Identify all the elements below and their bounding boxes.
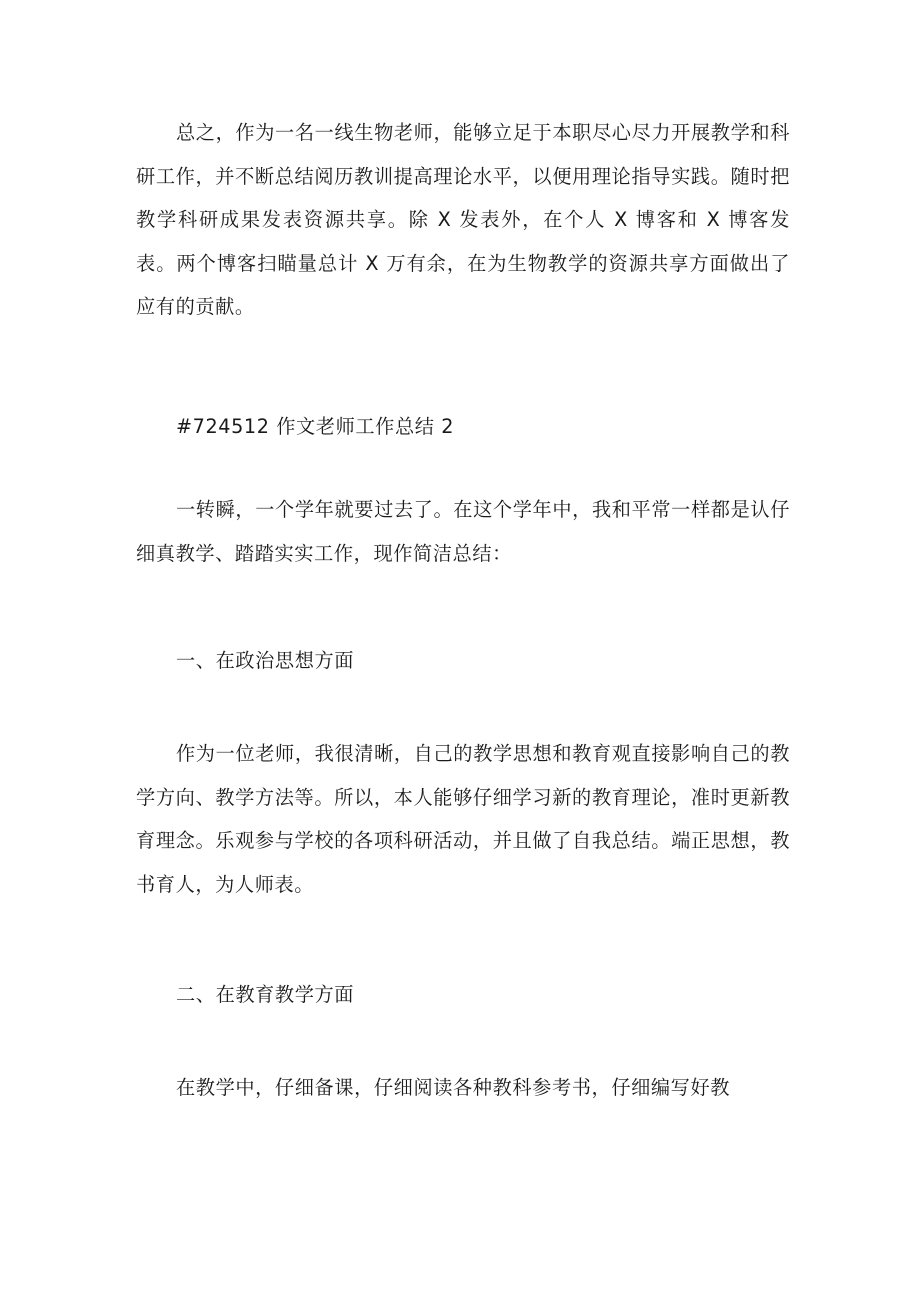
- paragraph-intro: 一转瞬，一个学年就要过去了。在这个学年中，我和平常一样都是认仔细真教学、踏踏实实工作，现作简洁总结：: [136, 498, 790, 565]
- paragraph-political-thought: 作为一位老师，我很清晰，自己的教学思想和教育观直接影响自己的教学方向、教学方法等。所以，本人能够仔细学习新的教育理论，准时更新教育理念。乐观参与学校的各项科研活动，并且做了自我总结。端正思想，教书育人，为人师表。: [136, 742, 790, 896]
- paragraph-education-teaching: 在教学中，仔细备课，仔细阅读各种教科参考书，仔细编写好教: [176, 1076, 731, 1099]
- heading-education-teaching: 二、在教育教学方面: [176, 983, 355, 1006]
- heading-political-thought: 一、在政治思想方面: [176, 649, 355, 672]
- section-title: #724512 作文老师工作总结 2: [176, 415, 455, 438]
- paragraph-summary: 总之，作为一名一线生物老师，能够立足于本职尽心尽力开展教学和科研工作，并不断总结阅历教训提高理论水平，以便用理论指导实践。随时把教学科研成果发表资源共享。除 X 发表外，在个人 X 博客和 X 博客发表。两个博客扫瞄量总计 X 万有余，在为生物教学的资源共享方面做出了应有的贡献。: [136, 121, 790, 318]
